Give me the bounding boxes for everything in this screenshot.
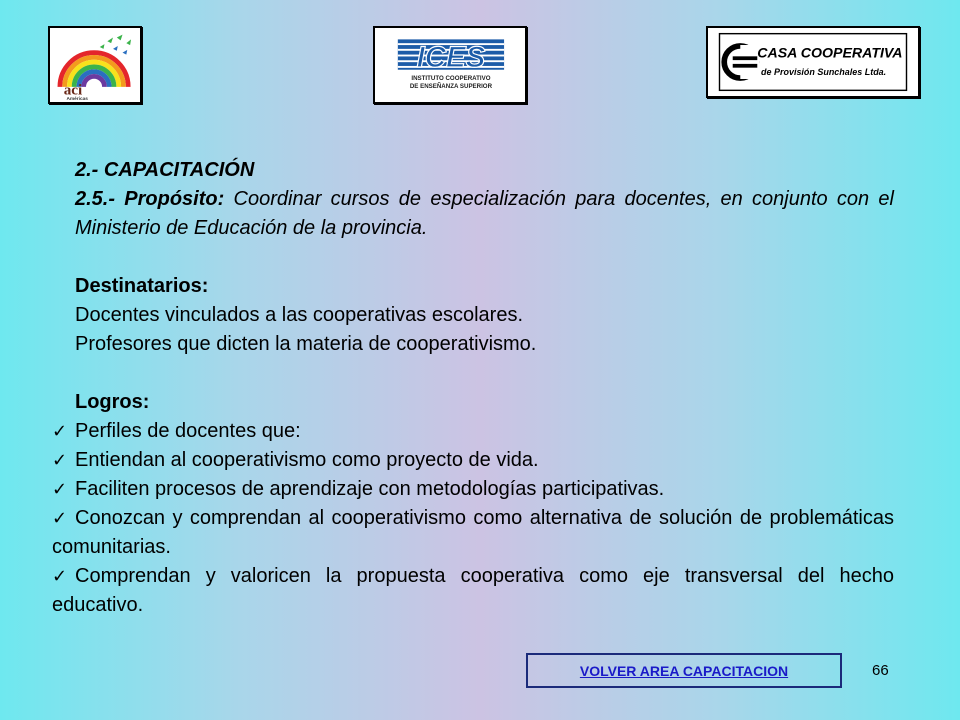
aci-rainbow-icon: [50, 28, 140, 102]
achievement-text: Perfiles de docentes que:: [75, 420, 301, 442]
achievement-item: [52, 504, 894, 562]
recipients-heading: Destinatarios:: [75, 275, 209, 297]
ices-logo-line2: DE ENSEÑANZA SUPERIOR: [409, 82, 493, 90]
ices-logo-text: ICES: [416, 40, 486, 74]
purpose-label: 2.5.- Propósito:: [75, 188, 225, 210]
checkmark-icon: ✓: [52, 421, 68, 442]
checkmark-icon: ✓: [52, 566, 68, 587]
achievement-text: Conozcan y comprendan al cooperativismo como alternativa de solución de problemáticas comunitarias.: [52, 507, 894, 558]
checkmark-icon: ✓: [52, 479, 68, 500]
achievement-text: Entiendan al cooperativismo como proyecto de vida.: [75, 449, 539, 471]
checkmark-icon: ✓: [52, 450, 68, 471]
ices-logo: [373, 26, 527, 104]
achievement-item: [52, 446, 894, 475]
achievement-item: [52, 475, 894, 504]
checkmark-icon: ✓: [52, 508, 68, 529]
casa-logo-subtext: de Provisión Sunchales Ltda.: [761, 67, 887, 78]
aci-americas-logo: [48, 26, 142, 104]
slide-content: [52, 156, 894, 620]
achievement-item: [52, 417, 894, 446]
recipient-item: Profesores que dicten la materia de cooperativismo.: [75, 333, 537, 355]
section-title: 2.- CAPACITACIÓN: [75, 159, 255, 181]
aci-logo-subtext: Américas: [66, 97, 88, 102]
aci-logo-text: aci: [63, 81, 83, 99]
achievements-heading: Logros:: [75, 391, 150, 413]
achievement-text: Faciliten procesos de aprendizaje con metodologías participativas.: [75, 478, 665, 500]
achievement-text: Comprendan y valoricen la propuesta cooperativa como eje transversal del hecho educativo.: [52, 565, 894, 616]
recipient-item: Docentes vinculados a las cooperativas escolares.: [75, 304, 524, 326]
casa-cooperativa-logo: [706, 26, 920, 98]
casa-logo-text: CASA COOPERATIVA: [757, 45, 903, 62]
ices-logo-line1: INSTITUTO COOPERATIVO: [411, 75, 491, 83]
ices-stripes-icon: [375, 28, 525, 102]
casa-cooperativa-emblem-icon: [708, 28, 918, 96]
back-to-training-link[interactable]: VOLVER AREA CAPACITACION: [526, 653, 842, 688]
purpose-text: Coordinar cursos de especialización para docentes, en conjunto con el Ministerio de Educación de la provincia.: [75, 188, 894, 239]
page-number: 66: [872, 662, 889, 679]
purpose-paragraph: [52, 185, 894, 243]
achievement-item: [52, 562, 894, 620]
